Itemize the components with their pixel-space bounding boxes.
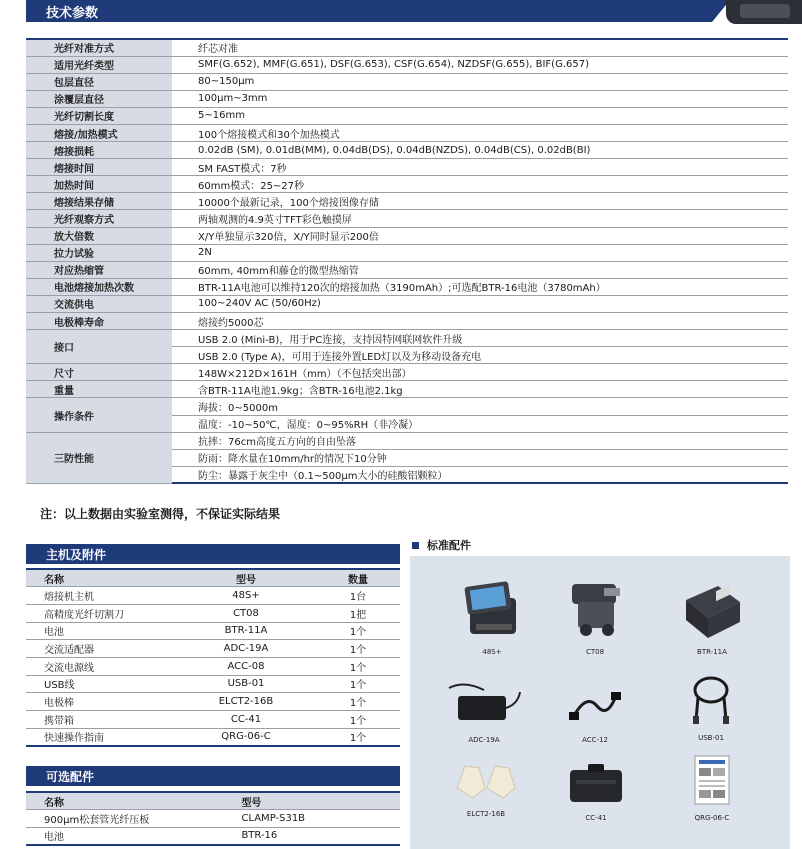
table-cell: 电池 [26, 827, 219, 845]
spec-row [26, 159, 788, 176]
spec-key: 涂覆层直径 [26, 90, 172, 107]
table-cell: 48S+ [176, 587, 316, 605]
spec-key: 电池熔接加热次数 [26, 278, 172, 295]
main-accessories-title: 主机及附件 [46, 547, 107, 562]
spec-value: 防尘：暴露于灰尘中（0.1~500μm大小的硅酸铝颗粒） [172, 466, 788, 483]
spec-value: 0.02dB (SM), 0.01dB(MM), 0.04dB(DS), 0.04dB(NZDS), 0.04dB(CS), 0.02dB(BI) [172, 142, 788, 159]
fusion-splicer-icon [462, 578, 522, 640]
table-cell: USB-01 [176, 675, 316, 693]
accessory-usb-cable [676, 672, 746, 742]
table-header-row [26, 792, 400, 810]
accessory-cleaver [560, 578, 630, 656]
table-cell: ADC-19A [176, 640, 316, 658]
optional-accessories-table [26, 791, 400, 846]
spec-key: 放大倍数 [26, 227, 172, 244]
spec-key: 三防性能 [26, 432, 172, 483]
table-row [26, 810, 400, 828]
table-cell: 1个 [316, 640, 400, 658]
table-cell: ELCT2-16B [176, 693, 316, 711]
accessory-label: 48S+ [482, 648, 502, 656]
table-row [26, 728, 400, 746]
carrying-case-icon [564, 762, 628, 806]
accessory-power-cord [560, 684, 630, 744]
spec-section-header [26, 0, 712, 22]
spec-row [26, 330, 788, 347]
spec-row [26, 244, 788, 261]
spec-row [26, 381, 788, 398]
table-row [26, 711, 400, 729]
spec-table [26, 38, 788, 484]
spec-row [26, 56, 788, 73]
spec-key: 包层直径 [26, 73, 172, 90]
table-cell: 1个 [316, 657, 400, 675]
spec-key: 熔接/加热模式 [26, 124, 172, 141]
spec-section-title: 技术参数 [46, 5, 99, 21]
spec-value: 纤芯对准 [172, 39, 788, 56]
column-header: 数量 [316, 569, 400, 587]
spec-row [26, 124, 788, 141]
accessory-label: QRG-06-C [694, 814, 730, 822]
spec-key: 交流供电 [26, 295, 172, 312]
spec-value: 防雨：降水量在10mm/hr的情况下10分钟 [172, 449, 788, 466]
spec-value: 100~240V AC (50/60Hz) [172, 295, 788, 312]
spec-key: 熔接损耗 [26, 142, 172, 159]
spec-row [26, 193, 788, 210]
spec-value: SMF(G.652), MMF(G.651), DSF(G.653), CSF(G.654), NZDSF(G.655), BIF(G.657) [172, 56, 788, 73]
table-cell: 快速操作指南 [26, 728, 176, 746]
power-cord-icon [567, 684, 623, 728]
table-row [26, 640, 400, 658]
spec-key: 拉力试验 [26, 244, 172, 261]
spec-value: 抗摔：76cm高度五方向的自由坠落 [172, 432, 788, 449]
column-header: 名称 [26, 792, 219, 810]
accessory-quick-guide [682, 754, 742, 822]
table-cell: 900μm松套管光纤压板 [26, 810, 219, 828]
column-header: 型号 [219, 792, 400, 810]
table-cell: BTR-16 [219, 827, 400, 845]
spec-key: 适用光纤类型 [26, 56, 172, 73]
disclaimer-note: 注：以上数据由实验室测得，不保证实际结果 [40, 507, 281, 521]
spec-row [26, 398, 788, 415]
column-header: 名称 [26, 569, 176, 587]
spec-key: 光纤切割长度 [26, 107, 172, 124]
spec-value: 海拔：0~5000m [172, 398, 788, 415]
spec-value: 60mm, 40mm和藤仓的微型热缩管 [172, 261, 788, 278]
standard-accessories-panel [410, 556, 790, 849]
spec-value: USB 2.0 (Type A)，可用于连接外置LED灯以及为移动设备充电 [172, 347, 788, 364]
spec-value: 2N [172, 244, 788, 261]
spec-value: USB 2.0 (Mini-B)，用于PC连接，支持因特网联网软件升级 [172, 330, 788, 347]
table-cell: 交流适配器 [26, 640, 176, 658]
table-cell: CLAMP-S31B [219, 810, 400, 828]
table-cell: 电池 [26, 622, 176, 640]
table-cell: BTR-11A [176, 622, 316, 640]
spec-key: 对应热缩管 [26, 261, 172, 278]
spec-row [26, 142, 788, 159]
accessory-battery [672, 582, 752, 656]
accessory-ac-adapter [440, 678, 528, 744]
spec-value: 100μm~3mm [172, 90, 788, 107]
table-cell: 1把 [316, 604, 400, 622]
spec-row [26, 73, 788, 90]
accessory-label: ELCT2-16B [466, 810, 506, 818]
spec-value: 148W×212D×161H（mm）（不包括突出部） [172, 364, 788, 381]
spec-row [26, 295, 788, 312]
table-cell: 熔接机主机 [26, 587, 176, 605]
accessory-electrodes [446, 758, 526, 818]
optional-accessories-title: 可选配件 [46, 769, 95, 784]
spec-row [26, 210, 788, 227]
spec-row [26, 227, 788, 244]
spec-value: 熔接约5000芯 [172, 313, 788, 330]
spec-value: X/Y单独显示320倍，X/Y同时显示200倍 [172, 227, 788, 244]
document-icon [693, 754, 731, 806]
table-header-row [26, 569, 400, 587]
accessory-label: ADC-19A [468, 736, 500, 744]
table-cell: 1个 [316, 622, 400, 640]
table-cell: 1个 [316, 728, 400, 746]
accessory-label: CC-41 [585, 814, 607, 822]
spec-value: BTR-11A电池可以维持120次的熔接加热（3190mAh）;可选配BTR-16电池（3780mAh） [172, 278, 788, 295]
square-bullet-icon [412, 542, 419, 549]
accessory-carrying-case [560, 762, 632, 822]
battery-icon [680, 582, 744, 640]
spec-row [26, 364, 788, 381]
standard-accessories-title: 标准配件 [427, 539, 471, 552]
table-cell: 电极棒 [26, 693, 176, 711]
spec-row [26, 313, 788, 330]
table-row [26, 693, 400, 711]
ac-adapter-icon [444, 678, 524, 728]
table-row [26, 827, 400, 845]
main-accessories-table [26, 568, 400, 747]
accessory-label: ACC-12 [582, 736, 608, 744]
spec-value: 5~16mm [172, 107, 788, 124]
table-cell: 1个 [316, 675, 400, 693]
table-row [26, 657, 400, 675]
spec-key: 重量 [26, 381, 172, 398]
spec-key: 加热时间 [26, 176, 172, 193]
table-row [26, 587, 400, 605]
table-cell: ACC-08 [176, 657, 316, 675]
spec-row [26, 176, 788, 193]
table-cell: 1个 [316, 711, 400, 729]
table-cell: 高精度光纤切割刀 [26, 604, 176, 622]
table-row [26, 622, 400, 640]
spec-key: 接口 [26, 330, 172, 364]
accessory-splicer [452, 578, 532, 656]
table-row [26, 604, 400, 622]
spec-key: 光纤对准方式 [26, 39, 172, 56]
column-header: 型号 [176, 569, 316, 587]
standard-accessories-header [412, 537, 471, 553]
optional-accessories-header [26, 766, 400, 786]
spec-key: 熔接结果存储 [26, 193, 172, 210]
spec-key: 熔接时间 [26, 159, 172, 176]
table-row [26, 675, 400, 693]
table-cell: CT08 [176, 604, 316, 622]
spec-value: 含BTR-11A电池1.9kg；含BTR-16电池2.1kg [172, 381, 788, 398]
usb-cable-icon [686, 672, 736, 726]
spec-value: SM FAST模式：7秒 [172, 159, 788, 176]
spec-key: 电极棒寿命 [26, 313, 172, 330]
electrode-icon [451, 758, 521, 802]
accessory-label: USB-01 [698, 734, 724, 742]
spec-row [26, 39, 788, 56]
table-cell: 1台 [316, 587, 400, 605]
spec-key: 操作条件 [26, 398, 172, 432]
spec-value: 100个熔接模式和30个加热模式 [172, 124, 788, 141]
main-accessories-header [26, 544, 400, 564]
table-cell: USB线 [26, 675, 176, 693]
spec-value: 两轴观测的4.9英寸TFT彩色触摸屏 [172, 210, 788, 227]
spec-row [26, 261, 788, 278]
spec-value: 80~150μm [172, 73, 788, 90]
table-cell: 交流电源线 [26, 657, 176, 675]
table-cell: 1个 [316, 693, 400, 711]
spec-row [26, 90, 788, 107]
accessory-label: BTR-11A [697, 648, 727, 656]
accessory-label: CT08 [585, 648, 605, 656]
cleaver-icon [564, 578, 626, 640]
spec-row [26, 107, 788, 124]
spec-value: 10000个最新记录，100个熔接图像存储 [172, 193, 788, 210]
table-cell: QRG-06-C [176, 728, 316, 746]
spec-key: 光纤观察方式 [26, 210, 172, 227]
spec-row [26, 278, 788, 295]
spec-row [26, 432, 788, 449]
spec-value: 60mm模式：25~27秒 [172, 176, 788, 193]
table-cell: 携带箱 [26, 711, 176, 729]
spec-key: 尺寸 [26, 364, 172, 381]
table-cell: CC-41 [176, 711, 316, 729]
device-image-corner [726, 0, 802, 24]
spec-value: 温度：-10~50℃，湿度：0~95%RH（非冷凝） [172, 415, 788, 432]
